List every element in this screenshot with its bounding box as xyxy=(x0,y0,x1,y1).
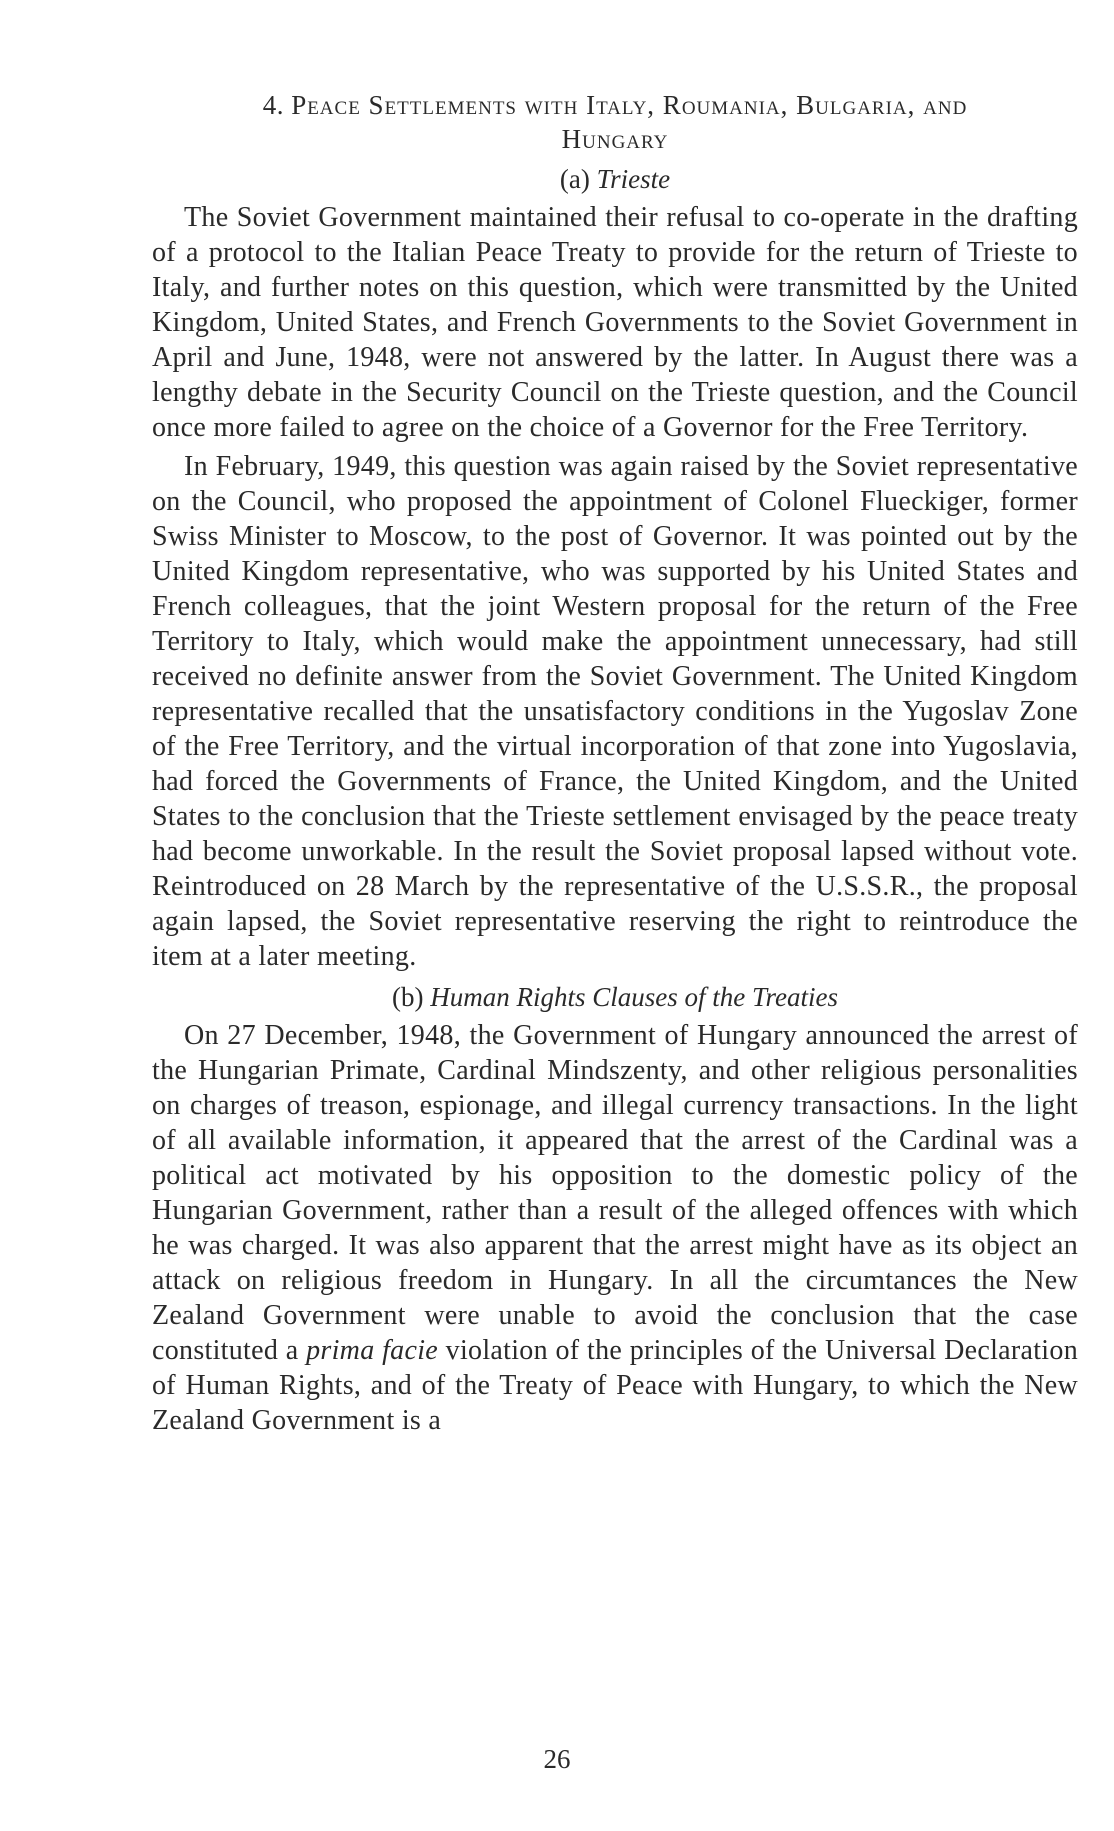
section-heading xyxy=(152,88,1078,156)
section-title-line2: Hungary xyxy=(561,124,669,154)
human-rights-italic-term: prima facie xyxy=(306,1335,439,1366)
subsection-a-title: Trieste xyxy=(596,164,671,194)
page-number: 26 xyxy=(543,1744,571,1774)
subsection-a-label: (a) xyxy=(559,164,590,194)
trieste-paragraph-1: The Soviet Government maintained their refusal to co-operate in the drafting of a protocol to the Italian Peace Treaty to provide for the return of Trieste to Italy, and further notes on this question, which were transmitted by the United Kingdom, United States, and French Governments to the Soviet Government in April and June, 1948, were not answered by the latter. In August there was a lengthy debate in the Security Council on the Trieste question, and the Council once more failed to agree on the choice of a Governor for the Free Territory. xyxy=(152,202,1078,443)
subsection-b-title: Human Rights Clauses of the Treaties xyxy=(430,982,838,1012)
subsection-a-heading xyxy=(152,162,1078,196)
human-rights-text-part-1: On 27 December, 1948, the Government of Hungary announced the arrest of the Hungarian Primate, Cardinal Mindszenty, and other religious personalities on charges of treason, espionage, and illegal currency transactions. In the light of all available information, it appeared that the arrest of the Cardinal was a political act motivated by his opposition to the domestic policy of the Hungarian Government, rather than a result of the alleged offences with which he was charged. It was also apparent that the arrest might have as its object an attack on religious freedom in Hungary. In all the circumtances the New Zealand Government were unable to avoid the conclusion that the case constituted a xyxy=(152,1020,1078,1366)
human-rights-text-part-2: violation of the principles of the Universal Declaration of Human Rights, and of the Treaty of Peace with Hungary, to which the New Zealand Government is a xyxy=(152,1335,1078,1436)
human-rights-paragraph xyxy=(152,1018,1078,1438)
trieste-paragraph-2: In February, 1949, this question was again raised by the Soviet representative on the Council, who proposed the appointment of Colonel Flueckiger, former Swiss Minister to Moscow, to the post of Governor. It was pointed out by the United Kingdom representative, who was supported by his United States and French colleagues, that the joint Western proposal for the return of the Free Territory to Italy, which would make the appointment unnecessary, had still received no definite answer from the Soviet Government. The United Kingdom representative recalled that the unsatisfactory conditions in the Yugoslav Zone of the Free Territory, and the virtual incorporation of that zone into Yugoslavia, had forced the Governments of France, the United Kingdom, and the United States to the conclusion that the Trieste settlement envisaged by the peace treaty had become unworkable. In the result the Soviet proposal lapsed without vote. Reintroduced on 28 March by the representative of the U.S.S.R., the proposal again lapsed, the Soviet representative reserving the right to reintroduce the item at a later meeting. xyxy=(152,451,1078,972)
page-content xyxy=(152,88,1078,1438)
subsection-b-heading xyxy=(152,980,1078,1014)
subsection-b-label: (b) xyxy=(392,982,424,1012)
section-title-line1: Peace Settlements with Italy, Roumania, Bulgaria, and xyxy=(291,90,968,120)
section-number: 4. xyxy=(262,90,284,120)
